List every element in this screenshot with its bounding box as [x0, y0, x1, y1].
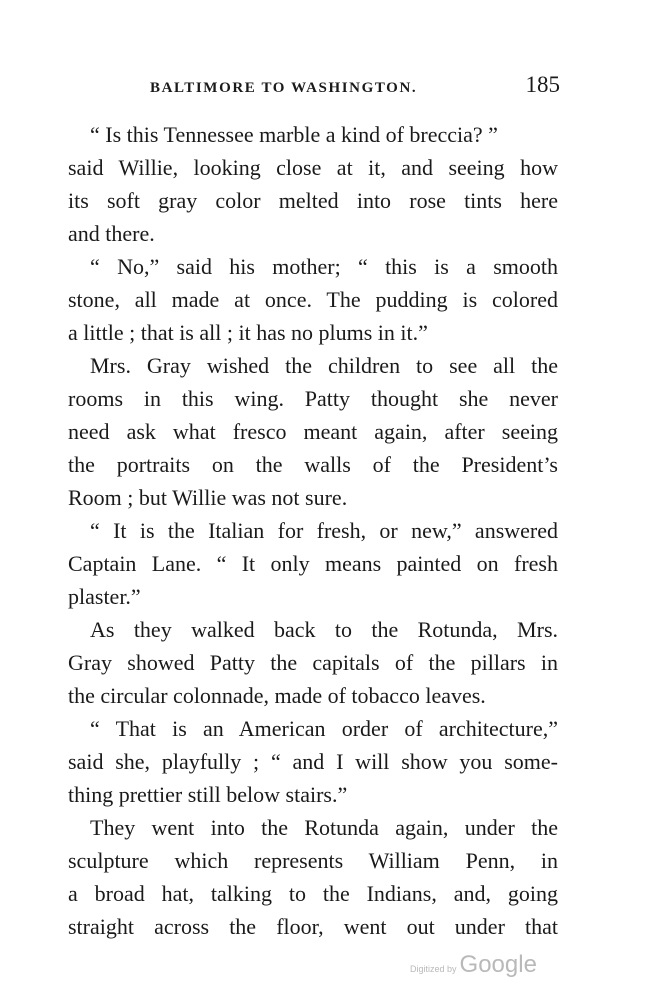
text-line: Mrs. Gray wished the children to see all the: [90, 353, 558, 378]
text-line: need ask what fresco meant again, after seeing: [68, 419, 558, 444]
text-line: Captain Lane. “ It only means painted on fresh: [68, 551, 558, 576]
running-head: BALTIMORE TO WASHINGTON.: [150, 80, 418, 96]
text-line: stone, all made at once. The pudding is colored: [68, 287, 558, 312]
text-line: “ That is an American order of architecture,”: [90, 716, 558, 741]
text-line: thing prettier still below stairs.”: [68, 782, 348, 807]
text-line: the portraits on the walls of the President’s: [68, 452, 558, 477]
text-line: Room ; but Willie was not sure.: [68, 485, 348, 510]
digitized-by-google-watermark: [410, 951, 537, 979]
text-line: straight across the floor, went out under that: [68, 914, 558, 939]
body-text: [68, 118, 558, 943]
text-line: sculpture which represents William Penn, in: [68, 848, 558, 873]
page-number: 185: [525, 72, 560, 97]
text-line: a broad hat, talking to the Indians, and, going: [68, 881, 558, 906]
text-line: As they walked back to the Rotunda, Mrs.: [90, 617, 558, 642]
text-line: plaster.”: [68, 584, 141, 609]
watermark-brand: Google: [459, 951, 537, 978]
text-line: said she, playfully ; “ and I will show you some-: [68, 749, 558, 774]
text-line: They went into the Rotunda again, under the: [90, 815, 558, 840]
text-line: a little ; that is all ; it has no plums in it.”: [68, 320, 428, 345]
text-line: “ No,” said his mother; “ this is a smooth: [90, 254, 558, 279]
text-line: the circular colonnade, made of tobacco leaves.: [68, 683, 486, 708]
page-header: [150, 72, 560, 98]
text-line: its soft gray color melted into rose tints here: [68, 188, 558, 213]
watermark-prefix: Digitized by: [410, 964, 457, 974]
text-line: “ It is the Italian for fresh, or new,” answered: [90, 518, 558, 543]
text-line: Gray showed Patty the capitals of the pillars in: [68, 650, 558, 675]
text-line: rooms in this wing. Patty thought she never: [68, 386, 558, 411]
text-line: “ Is this Tennessee marble a kind of breccia? ”: [90, 122, 498, 147]
text-line: said Willie, looking close at it, and seeing how: [68, 155, 558, 180]
text-line: and there.: [68, 221, 155, 246]
